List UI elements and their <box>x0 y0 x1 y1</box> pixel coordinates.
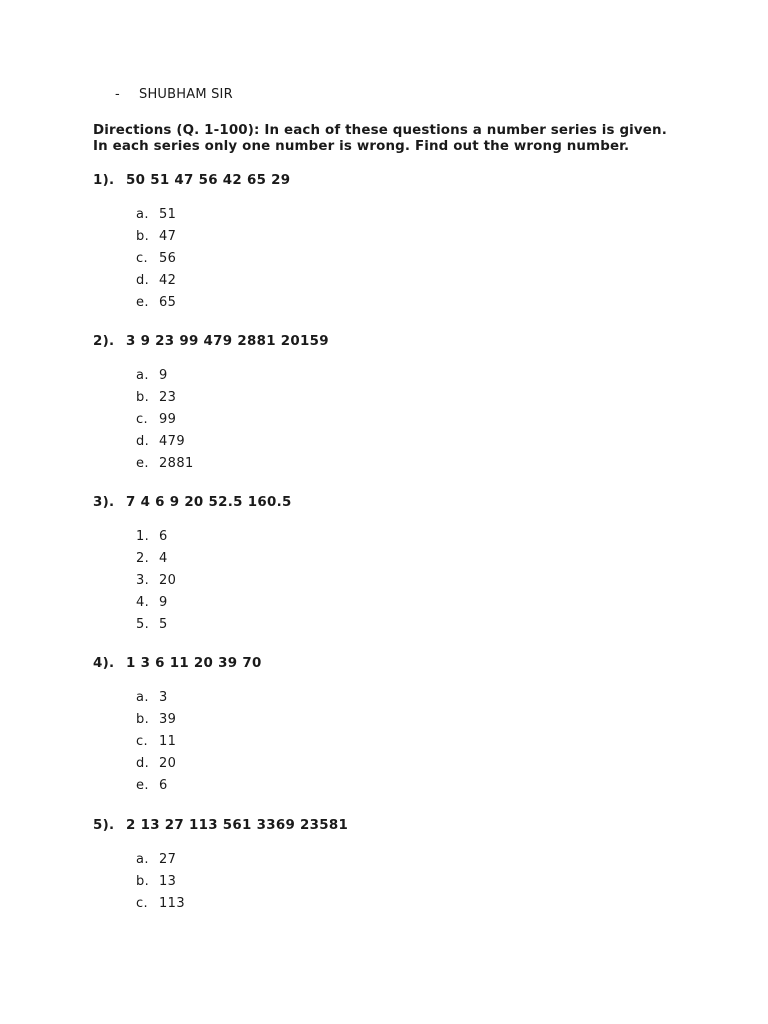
option-value: 2881 <box>159 456 194 471</box>
option-item <box>136 687 176 709</box>
question-number: 4). <box>93 656 115 671</box>
option-list <box>136 204 176 314</box>
option-value: 51 <box>159 207 177 222</box>
option-item <box>136 614 176 636</box>
question-stem <box>93 333 713 351</box>
directions-line-2: In each series only one number is wrong. Find out the wrong number. <box>93 139 630 154</box>
option-item <box>136 292 176 314</box>
option-marker: b. <box>136 390 150 405</box>
option-marker: b. <box>136 712 150 727</box>
option-value: 11 <box>159 734 177 749</box>
option-marker: c. <box>136 896 149 911</box>
directions-line-1: Directions (Q. 1-100): In each of these questions a number series is given. <box>93 123 667 138</box>
option-marker: 3. <box>136 573 150 588</box>
option-marker: 2. <box>136 551 150 566</box>
option-value: 65 <box>159 295 177 310</box>
option-item <box>136 849 185 871</box>
option-list <box>136 687 176 797</box>
option-marker: 4. <box>136 595 150 610</box>
question-4 <box>93 655 713 793</box>
question-series: 2 13 27 113 561 3369 23581 <box>126 818 349 833</box>
option-list <box>136 365 194 475</box>
option-value: 3 <box>159 690 168 705</box>
option-item <box>136 453 194 475</box>
option-item <box>136 526 176 548</box>
question-series: 50 51 47 56 42 65 29 <box>126 173 291 188</box>
author-line <box>115 87 233 102</box>
author-dash: - <box>115 87 120 102</box>
option-item <box>136 270 176 292</box>
option-marker: c. <box>136 412 149 427</box>
option-item <box>136 893 185 915</box>
option-value: 6 <box>159 529 168 544</box>
option-value: 9 <box>159 368 168 383</box>
option-value: 6 <box>159 778 168 793</box>
option-item <box>136 871 185 893</box>
option-item <box>136 387 194 409</box>
option-list <box>136 849 185 915</box>
option-marker: a. <box>136 368 149 383</box>
question-stem <box>93 494 713 512</box>
option-marker: d. <box>136 434 150 449</box>
option-item <box>136 365 194 387</box>
option-item <box>136 592 176 614</box>
question-1 <box>93 172 713 310</box>
option-marker: d. <box>136 273 150 288</box>
option-value: 56 <box>159 251 177 266</box>
option-marker: b. <box>136 874 150 889</box>
question-2 <box>93 333 713 471</box>
option-item <box>136 753 176 775</box>
author-name: SHUBHAM SIR <box>139 87 233 102</box>
option-marker: e. <box>136 456 149 471</box>
option-item <box>136 548 176 570</box>
option-marker: a. <box>136 852 149 867</box>
option-item <box>136 204 176 226</box>
option-item <box>136 570 176 592</box>
option-value: 23 <box>159 390 177 405</box>
question-stem <box>93 172 713 190</box>
option-value: 479 <box>159 434 186 449</box>
option-marker: d. <box>136 756 150 771</box>
option-marker: a. <box>136 207 149 222</box>
question-3 <box>93 494 713 632</box>
option-value: 5 <box>159 617 168 632</box>
option-marker: e. <box>136 778 149 793</box>
option-item <box>136 248 176 270</box>
option-value: 20 <box>159 756 177 771</box>
option-item <box>136 226 176 248</box>
option-marker: e. <box>136 295 149 310</box>
option-marker: 5. <box>136 617 150 632</box>
question-series: 1 3 6 11 20 39 70 <box>126 656 262 671</box>
option-item <box>136 409 194 431</box>
option-marker: c. <box>136 734 149 749</box>
option-item <box>136 709 176 731</box>
option-marker: a. <box>136 690 149 705</box>
directions-block <box>93 123 693 155</box>
question-stem <box>93 655 713 673</box>
option-item <box>136 731 176 753</box>
option-value: 39 <box>159 712 177 727</box>
question-stem <box>93 817 713 835</box>
option-value: 4 <box>159 551 168 566</box>
option-value: 113 <box>159 896 186 911</box>
option-value: 20 <box>159 573 177 588</box>
option-list <box>136 526 176 636</box>
option-marker: 1. <box>136 529 150 544</box>
option-value: 9 <box>159 595 168 610</box>
question-series: 7 4 6 9 20 52.5 160.5 <box>126 495 292 510</box>
question-number: 3). <box>93 495 115 510</box>
option-item <box>136 431 194 453</box>
option-value: 99 <box>159 412 177 427</box>
question-number: 2). <box>93 334 115 349</box>
option-value: 47 <box>159 229 177 244</box>
option-value: 27 <box>159 852 177 867</box>
question-series: 3 9 23 99 479 2881 20159 <box>126 334 329 349</box>
option-item <box>136 775 176 797</box>
option-value: 13 <box>159 874 177 889</box>
option-marker: c. <box>136 251 149 266</box>
option-marker: b. <box>136 229 150 244</box>
question-5 <box>93 817 713 911</box>
option-value: 42 <box>159 273 177 288</box>
question-number: 1). <box>93 173 115 188</box>
question-number: 5). <box>93 818 115 833</box>
